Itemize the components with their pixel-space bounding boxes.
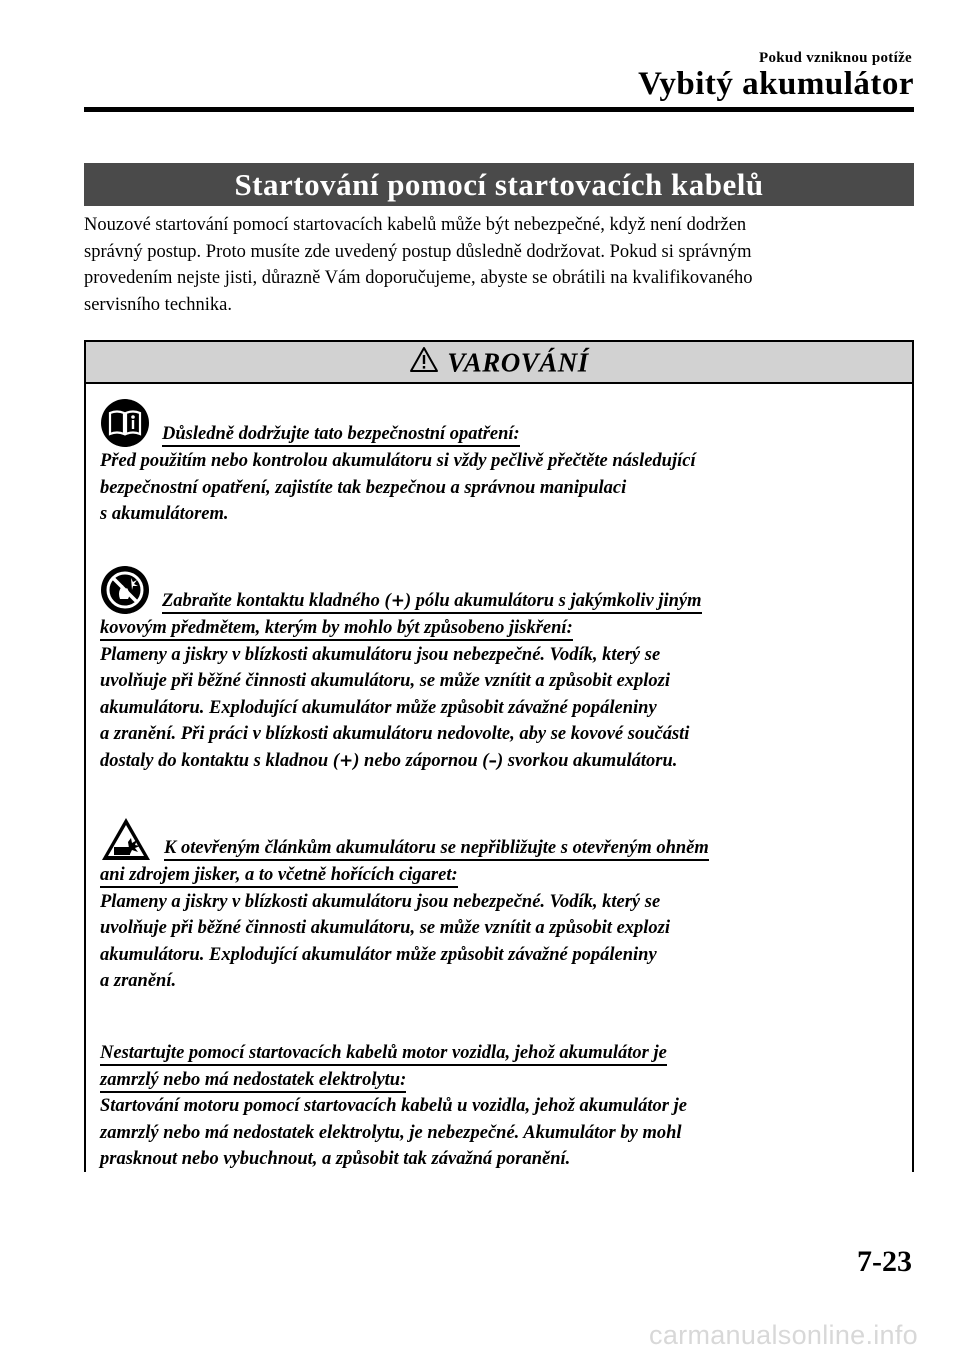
warning-frame bbox=[84, 340, 86, 1172]
warning-item-body-line: Startování motoru pomocí startovacích kabelů u vozidla, jehož akumulátor je bbox=[100, 1096, 687, 1116]
header-title: Vybitý akumulátor bbox=[638, 66, 914, 102]
warning-item bbox=[100, 398, 880, 528]
intro-line: servisního technika. bbox=[84, 294, 232, 315]
warning-item-heading-text: K otevřeným článkům akumulátoru se nepřibližujte s otevřeným ohněm bbox=[164, 838, 709, 861]
warning-item-body-line: akumulátoru. Explodující akumulátor může způsobit závažné popáleniny bbox=[100, 697, 657, 718]
warning-item-body-line: bezpečnostní opatření, zajistíte tak bezpečnou a správnou manipulaci bbox=[100, 477, 627, 498]
warning-item-body-line: zamrzlý nebo má nedostatek elektrolytu, je nebezpečné. Akumulátor by mohl bbox=[100, 1122, 682, 1143]
manual-info-icon bbox=[100, 398, 150, 448]
no-sparks-icon bbox=[100, 565, 150, 615]
intro-line: provedením nejste jisti, důrazně Vám doporučujeme, abyste se obrátili na kvalifikovaného bbox=[84, 268, 753, 288]
warning-header bbox=[86, 342, 912, 384]
page-number: 7-23 bbox=[857, 1245, 912, 1278]
header-rule bbox=[84, 107, 914, 112]
plus-symbol: + bbox=[390, 590, 405, 611]
header-section: Pokud vzniknou potíže bbox=[758, 50, 912, 66]
warning-triangle-icon bbox=[409, 346, 439, 373]
warning-frame bbox=[912, 340, 914, 1172]
warning-item-heading-line: zamrzlý nebo má nedostatek elektrolytu: bbox=[100, 1067, 880, 1094]
warning-item bbox=[100, 1040, 880, 1173]
explosion-warning-icon bbox=[100, 816, 152, 862]
warning-item-body-line: uvolňuje při běžné činnosti akumulátoru, se může vznítit a způsobit explozi bbox=[100, 671, 671, 691]
section-title-bar: Startování pomocí startovacích kabelů bbox=[84, 163, 914, 206]
warning-item-heading bbox=[100, 565, 880, 615]
intro-line: Nouzové startování pomocí startovacích kabelů může být nebezpečné, když není dodržen bbox=[84, 215, 747, 235]
plus-symbol: + bbox=[339, 750, 354, 771]
minus-symbol: – bbox=[488, 750, 497, 771]
warning-item-body-line: akumulátoru. Explodující akumulátor může způsobit závažné popáleniny bbox=[100, 944, 657, 965]
warning-item bbox=[100, 565, 880, 774]
warning-item-heading bbox=[100, 398, 880, 448]
watermark: carmanualsonline.info bbox=[649, 1320, 918, 1350]
warning-item-heading-text: Zabraňte kontaktu kladného (+) pólu akumulátoru s jakýmkoliv jiným bbox=[162, 591, 702, 614]
warning-item-body-line: a zranění. bbox=[100, 971, 177, 991]
warning-item-heading-line: ani zdrojem jisker, a to včetně hořících cigaret: bbox=[100, 862, 880, 889]
warning-item-heading-line: Nestartujte pomocí startovacích kabelů motor vozidla, jehož akumulátor je bbox=[100, 1040, 880, 1067]
warning-item-heading-line: kovovým předmětem, kterým by mohlo být způsobeno jiskření: bbox=[100, 615, 880, 642]
warning-item-body-line: uvolňuje při běžné činnosti akumulátoru, se může vznítit a způsobit explozi bbox=[100, 918, 671, 938]
warning-item-heading bbox=[100, 816, 880, 862]
warning-item-body-line: Plameny a jiskry v blízkosti akumulátoru jsou nebezpečné. Vodík, který se bbox=[100, 644, 661, 665]
warning-item-body-line: dostaly do kontaktu s kladnou (+) nebo zápornou (–) svorkou akumulátoru. bbox=[100, 750, 678, 771]
warning-item-body-line: s akumulátorem. bbox=[100, 504, 229, 524]
warning-item-body-line: prasknout nebo vybuchnout, a způsobit tak závažná poranění. bbox=[100, 1149, 571, 1169]
intro-text bbox=[84, 212, 904, 318]
warning-item-heading-text: Důsledně dodržujte tato bezpečnostní opatření: bbox=[162, 424, 520, 447]
warning-label: VAROVÁNÍ bbox=[447, 347, 589, 378]
warning-item-body-line: a zranění. Při práci v blízkosti akumulátoru nedovolte, aby se kovové součásti bbox=[100, 724, 690, 744]
warning-item-body-line: Před použitím nebo kontrolou akumulátoru si vždy pečlivě přečtěte následující bbox=[100, 451, 696, 471]
warning-item bbox=[100, 816, 880, 995]
warning-box bbox=[84, 340, 914, 1172]
warning-item-body-line: Plameny a jiskry v blízkosti akumulátoru jsou nebezpečné. Vodík, který se bbox=[100, 891, 661, 912]
intro-line: správný postup. Proto musíte zde uvedený postup důsledně dodržovat. Pokud si správným bbox=[84, 241, 752, 262]
